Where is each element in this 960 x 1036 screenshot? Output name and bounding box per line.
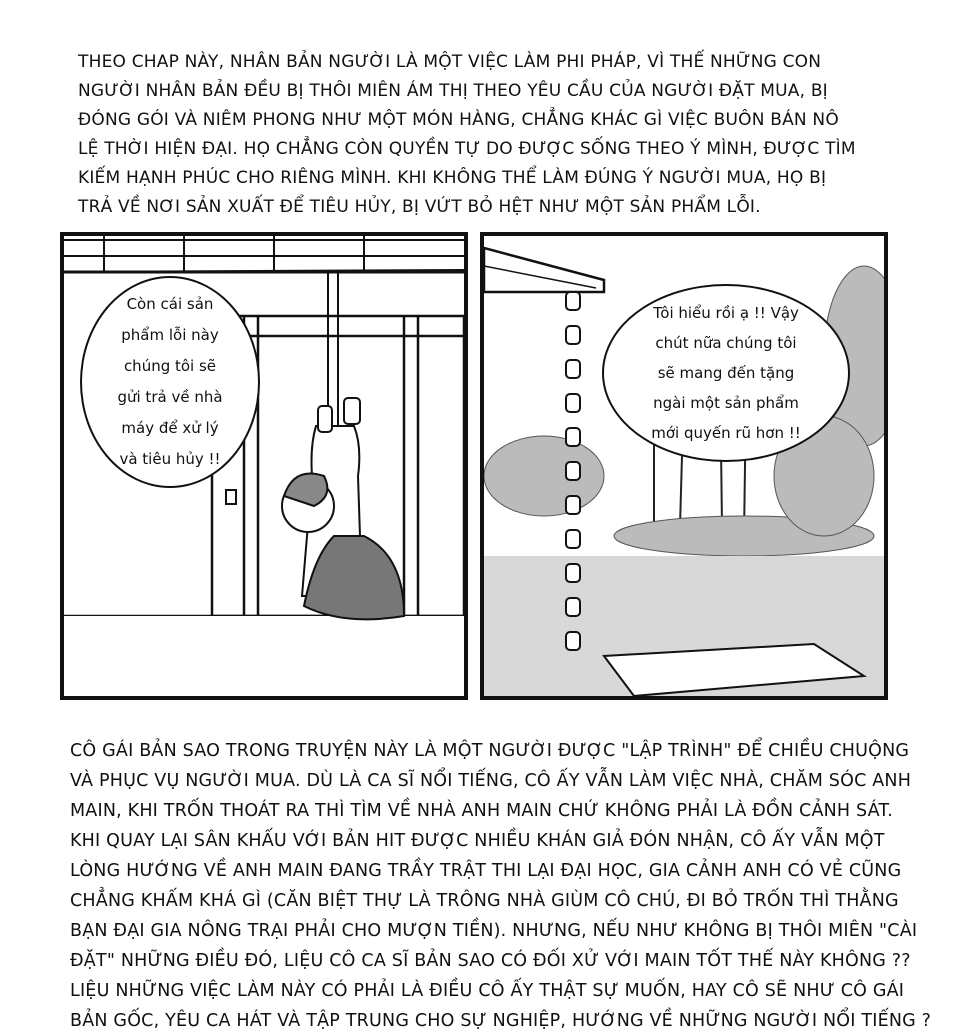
outro-line: LÒNG HƯỚNG VỀ ANH MAIN ĐANG TRẦY TRẬT THI LẠI ĐẠI HỌC, GIA CẢNH ANH CÓ VẺ CŨNG	[70, 861, 902, 881]
outro-line: CHẲNG KHẤM KHÁ GÌ (CĂN BIỆT THỰ LÀ TRÔNG NHÀ GIÙM CÔ CHÚ, ĐI BỎ TRỐN THÌ THẰNG	[70, 891, 899, 911]
bubble-line: sẽ mang đến tặng	[657, 364, 795, 382]
outro-line: LIỆU NHỮNG VIỆC LÀM NÀY CÓ PHẢI LÀ ĐIỀU CÔ ẤY THẬT SỰ MUỐN, HAY CÔ SẼ NHƯ CÔ GÁI	[70, 981, 905, 1001]
outro-line: MAIN, KHI TRỐN THOÁT RA THÌ TÌM VỀ NHÀ ANH MAIN CHỨ KHÔNG PHẢI LÀ ĐỒN CẢNH SÁT.	[70, 801, 894, 821]
bubble-line: Còn cái sản	[126, 295, 214, 313]
bubble-line: chút nữa chúng tôi	[655, 334, 797, 352]
comic-panel-right	[480, 232, 888, 700]
bubble-line: gửi trả về nhà	[117, 388, 223, 406]
outro-line: CÔ GÁI BẢN SAO TRONG TRUYỆN NÀY LÀ MỘT NGƯỜI ĐƯỢC "LẬP TRÌNH" ĐỂ CHIỀU CHUỘNG	[70, 741, 910, 761]
bubble-line: chúng tôi sẽ	[123, 357, 217, 375]
intro-line: TRẢ VỀ NƠI SẢN XUẤT ĐỂ TIÊU HỦY, BỊ VỨT BỎ HỆT NHƯ MỘT SẢN PHẨM LỖI.	[78, 197, 761, 217]
speech-bubble-left	[80, 276, 260, 488]
outro-line: VÀ PHỤC VỤ NGƯỜI MUA. DÙ LÀ CA SĨ NỔI TIẾNG, CÔ ẤY VẪN LÀM VIỆC NHÀ, CHĂM SÓC ANH	[70, 771, 912, 791]
outro-line: ĐẶT" NHỮNG ĐIỀU ĐÓ, LIỆU CÔ CA SĨ BẢN SAO CÓ ĐỐI XỬ VỚI MAIN TỐT THẾ NÀY KHÔNG ??	[70, 951, 911, 971]
bubble-line: phẩm lỗi này	[121, 326, 219, 344]
bubble-line: mới quyến rũ hơn !!	[651, 424, 801, 442]
bubble-line: Tôi hiểu rồi ạ !! Vậy	[653, 304, 799, 322]
intro-line: THEO CHAP NÀY, NHÂN BẢN NGƯỜI LÀ MỘT VIỆC LÀM PHI PHÁP, VÌ THẾ NHỮNG CON	[78, 52, 822, 72]
outro-line: BẢN GỐC, YÊU CA HÁT VÀ TẬP TRUNG CHO SỰ NGHIỆP, HƯỚNG VỀ NHỮNG NGƯỜI NỔI TIẾNG ?	[70, 1011, 932, 1031]
speech-bubble-right	[602, 284, 850, 462]
outro-line: BẠN ĐẠI GIA NÔNG TRẠI PHẢI CHO MƯỢN TIỀN). NHƯNG, NẾU NHƯ KHÔNG BỊ THÔI MIÊN "CÀI	[70, 921, 918, 941]
bubble-line: máy để xử lý	[121, 419, 219, 437]
intro-line: ĐÓNG GÓI VÀ NIÊM PHONG NHƯ MỘT MÓN HÀNG, CHẲNG KHÁC GÌ VIỆC BUÔN BÁN NÔ	[78, 110, 839, 130]
outro-line: KHI QUAY LẠI SÂN KHẤU VỚI BẢN HIT ĐƯỢC NHIỀU KHÁN GIẢ ĐÓN NHẬN, CÔ ẤY VẪN MỘT	[70, 831, 885, 851]
intro-paragraph	[78, 48, 918, 222]
intro-line: NGƯỜI NHÂN BẢN ĐỀU BỊ THÔI MIÊN ÁM THỊ THEO YÊU CẦU CỦA NGƯỜI ĐẶT MUA, BỊ	[78, 81, 828, 101]
bubble-line: và tiêu hủy !!	[119, 450, 221, 468]
intro-line: LỆ THỜI HIỆN ĐẠI. HỌ CHẲNG CÒN QUYỀN TỰ DO ĐƯỢC SỐNG THEO Ý MÌNH, ĐƯỢC TÌM	[78, 139, 856, 159]
outro-paragraph	[70, 736, 940, 1036]
intro-line: KIẾM HẠNH PHÚC CHO RIÊNG MÌNH. KHI KHÔNG THỂ LÀM ĐÚNG Ý NGƯỜI MUA, HỌ BỊ	[78, 168, 827, 188]
bubble-line: ngài một sản phẩm	[653, 394, 799, 412]
comic-panel-left	[60, 232, 468, 700]
